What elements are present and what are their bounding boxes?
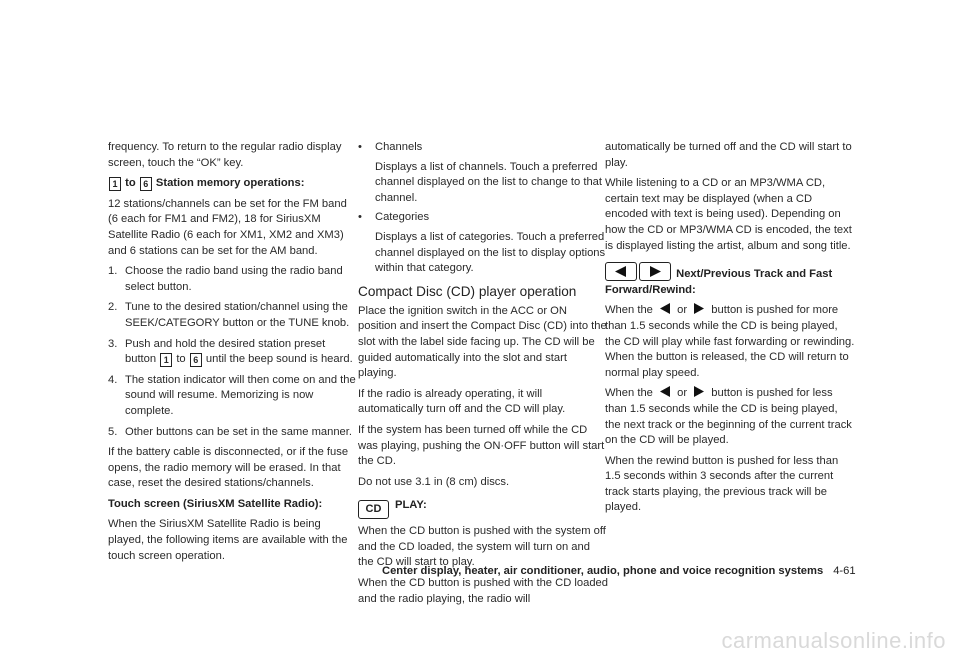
- continued-paragraph: automatically be turned off and the CD will start to play.: [605, 141, 852, 169]
- list-item: 3. Push and hold the desired station preset button 1 to 6 until the beep sound is heard.: [108, 337, 353, 366]
- cd-button-icon: CD: [358, 500, 389, 519]
- touch-screen-paragraph: When the SiriusXM Satellite Radio is being played, the following items are available with the touch screen operation.: [108, 518, 348, 562]
- watermark: carmanualsonline.info: [721, 628, 946, 653]
- list-item: 1. Choose the radio band using the radio band select button.: [108, 265, 343, 293]
- page-footer: [382, 565, 856, 577]
- cd-paragraph: Place the ignition switch in the ACC or ON position and insert the Compact Disc (CD) into the slot with the label side facing up. The CD will be guided automatically into the slot and start playing.: [358, 304, 607, 380]
- next-track-icon: [639, 262, 671, 281]
- rewind-paragraph: When the rewind button is pushed for less than 1.5 seconds within 3 seconds after the current track starts playing, the previous track will be played.: [605, 454, 839, 514]
- battery-paragraph: If the battery cable is disconnected, or if the fuse opens, the radio memory will be erased. In that case, reset the desired stations/channels.: [108, 446, 349, 490]
- cd-paragraph: Do not use 3.1 in (8 cm) discs.: [358, 475, 510, 488]
- touch-screen-heading: Touch screen (SiriusXM Satellite Radio):: [108, 497, 323, 510]
- mp3-paragraph: While listening to a CD or an MP3/WMA CD, certain text may be displayed (when a CD encoded with text is being used). Depending on how the CD or MP3/WMA CD is encoded, the text is displayed listing the artist, album and song title.: [605, 177, 852, 252]
- play-paragraph: When the CD button is pushed with the CD loaded and the radio playing, the radio will: [358, 577, 608, 605]
- cd-section-heading: Compact Disc (CD) player operation: [358, 283, 577, 299]
- footer-section-title: Center display, heater, air conditioner, audio, phone and voice recognition systems: [382, 565, 824, 577]
- forward-arrow-icon: [693, 303, 705, 314]
- cd-paragraph: If the radio is already operating, it will automatically turn off and the CD will play.: [358, 387, 566, 416]
- list-item: 4. The station indicator will then come on and the sound will resume. Memorizing is now complete.: [108, 373, 356, 417]
- column-right: [605, 140, 855, 521]
- list-item: • Channels Displays a list of channels. Touch a preferred channel displayed on the list to change to that channel.: [358, 141, 603, 204]
- play-heading: [358, 498, 608, 519]
- memory-steps: [108, 264, 358, 440]
- intro-paragraph: frequency. To return to the regular radio display screen, touch the “OK” key.: [108, 141, 342, 169]
- preset-key-icon: 6: [190, 353, 202, 367]
- long-press-paragraph: When the or button is pushed for more than 1.5 seconds while the CD is being played, the CD will play while fast forwarding or rewinding. When the button is released, the CD will return to normal play speed.: [605, 304, 855, 379]
- memory-heading-title: Station memory operations:: [155, 177, 305, 190]
- forward-arrow-icon: [693, 386, 705, 397]
- track-nav-heading-text: Next/Previous Track and Fast Forward/Rewind:: [605, 268, 833, 296]
- previous-track-icon: [605, 262, 637, 281]
- memory-paragraph: 12 stations/channels can be set for the FM band (6 each for FM1 and FM2), 18 for SiriusXM Satellite Radio (6 each for XM1, XM2 and XM3) and 6 stations can be set for the AM band.: [108, 197, 347, 257]
- play-label: PLAY:: [395, 499, 427, 512]
- list-item: • Categories Displays a list of categories. Touch a preferred channel displayed on the list to display options within that category.: [358, 211, 606, 275]
- list-item: 2. Tune to the desired station/channel using the SEEK/CATEGORY button or the TUNE knob.: [108, 301, 350, 329]
- preset-key-icon: 6: [140, 177, 152, 191]
- column-left: [108, 140, 358, 569]
- column-middle: [358, 140, 608, 612]
- touch-options-list: [358, 140, 608, 277]
- memory-heading: [108, 176, 358, 192]
- heading-to: to: [125, 177, 136, 190]
- list-item: 5. Other buttons can be set in the same manner.: [108, 425, 352, 438]
- rewind-arrow-icon: [659, 303, 671, 314]
- short-press-paragraph: When the or button is pushed for less than 1.5 seconds while the CD is being played, the next track or the beginning of the current track on the CD will be played.: [605, 387, 852, 447]
- preset-key-icon: 1: [160, 353, 172, 367]
- cd-paragraph: If the system has been turned off while the CD was playing, pushing the ON·OFF button will start the CD.: [358, 423, 605, 468]
- page-number: 4-61: [833, 565, 856, 577]
- play-paragraph: When the CD button is pushed with the system off and the CD loaded, the system will turn on and the CD will start to play.: [358, 525, 606, 569]
- preset-key-icon: 1: [109, 177, 121, 191]
- track-nav-heading: [605, 262, 855, 298]
- rewind-arrow-icon: [659, 386, 671, 397]
